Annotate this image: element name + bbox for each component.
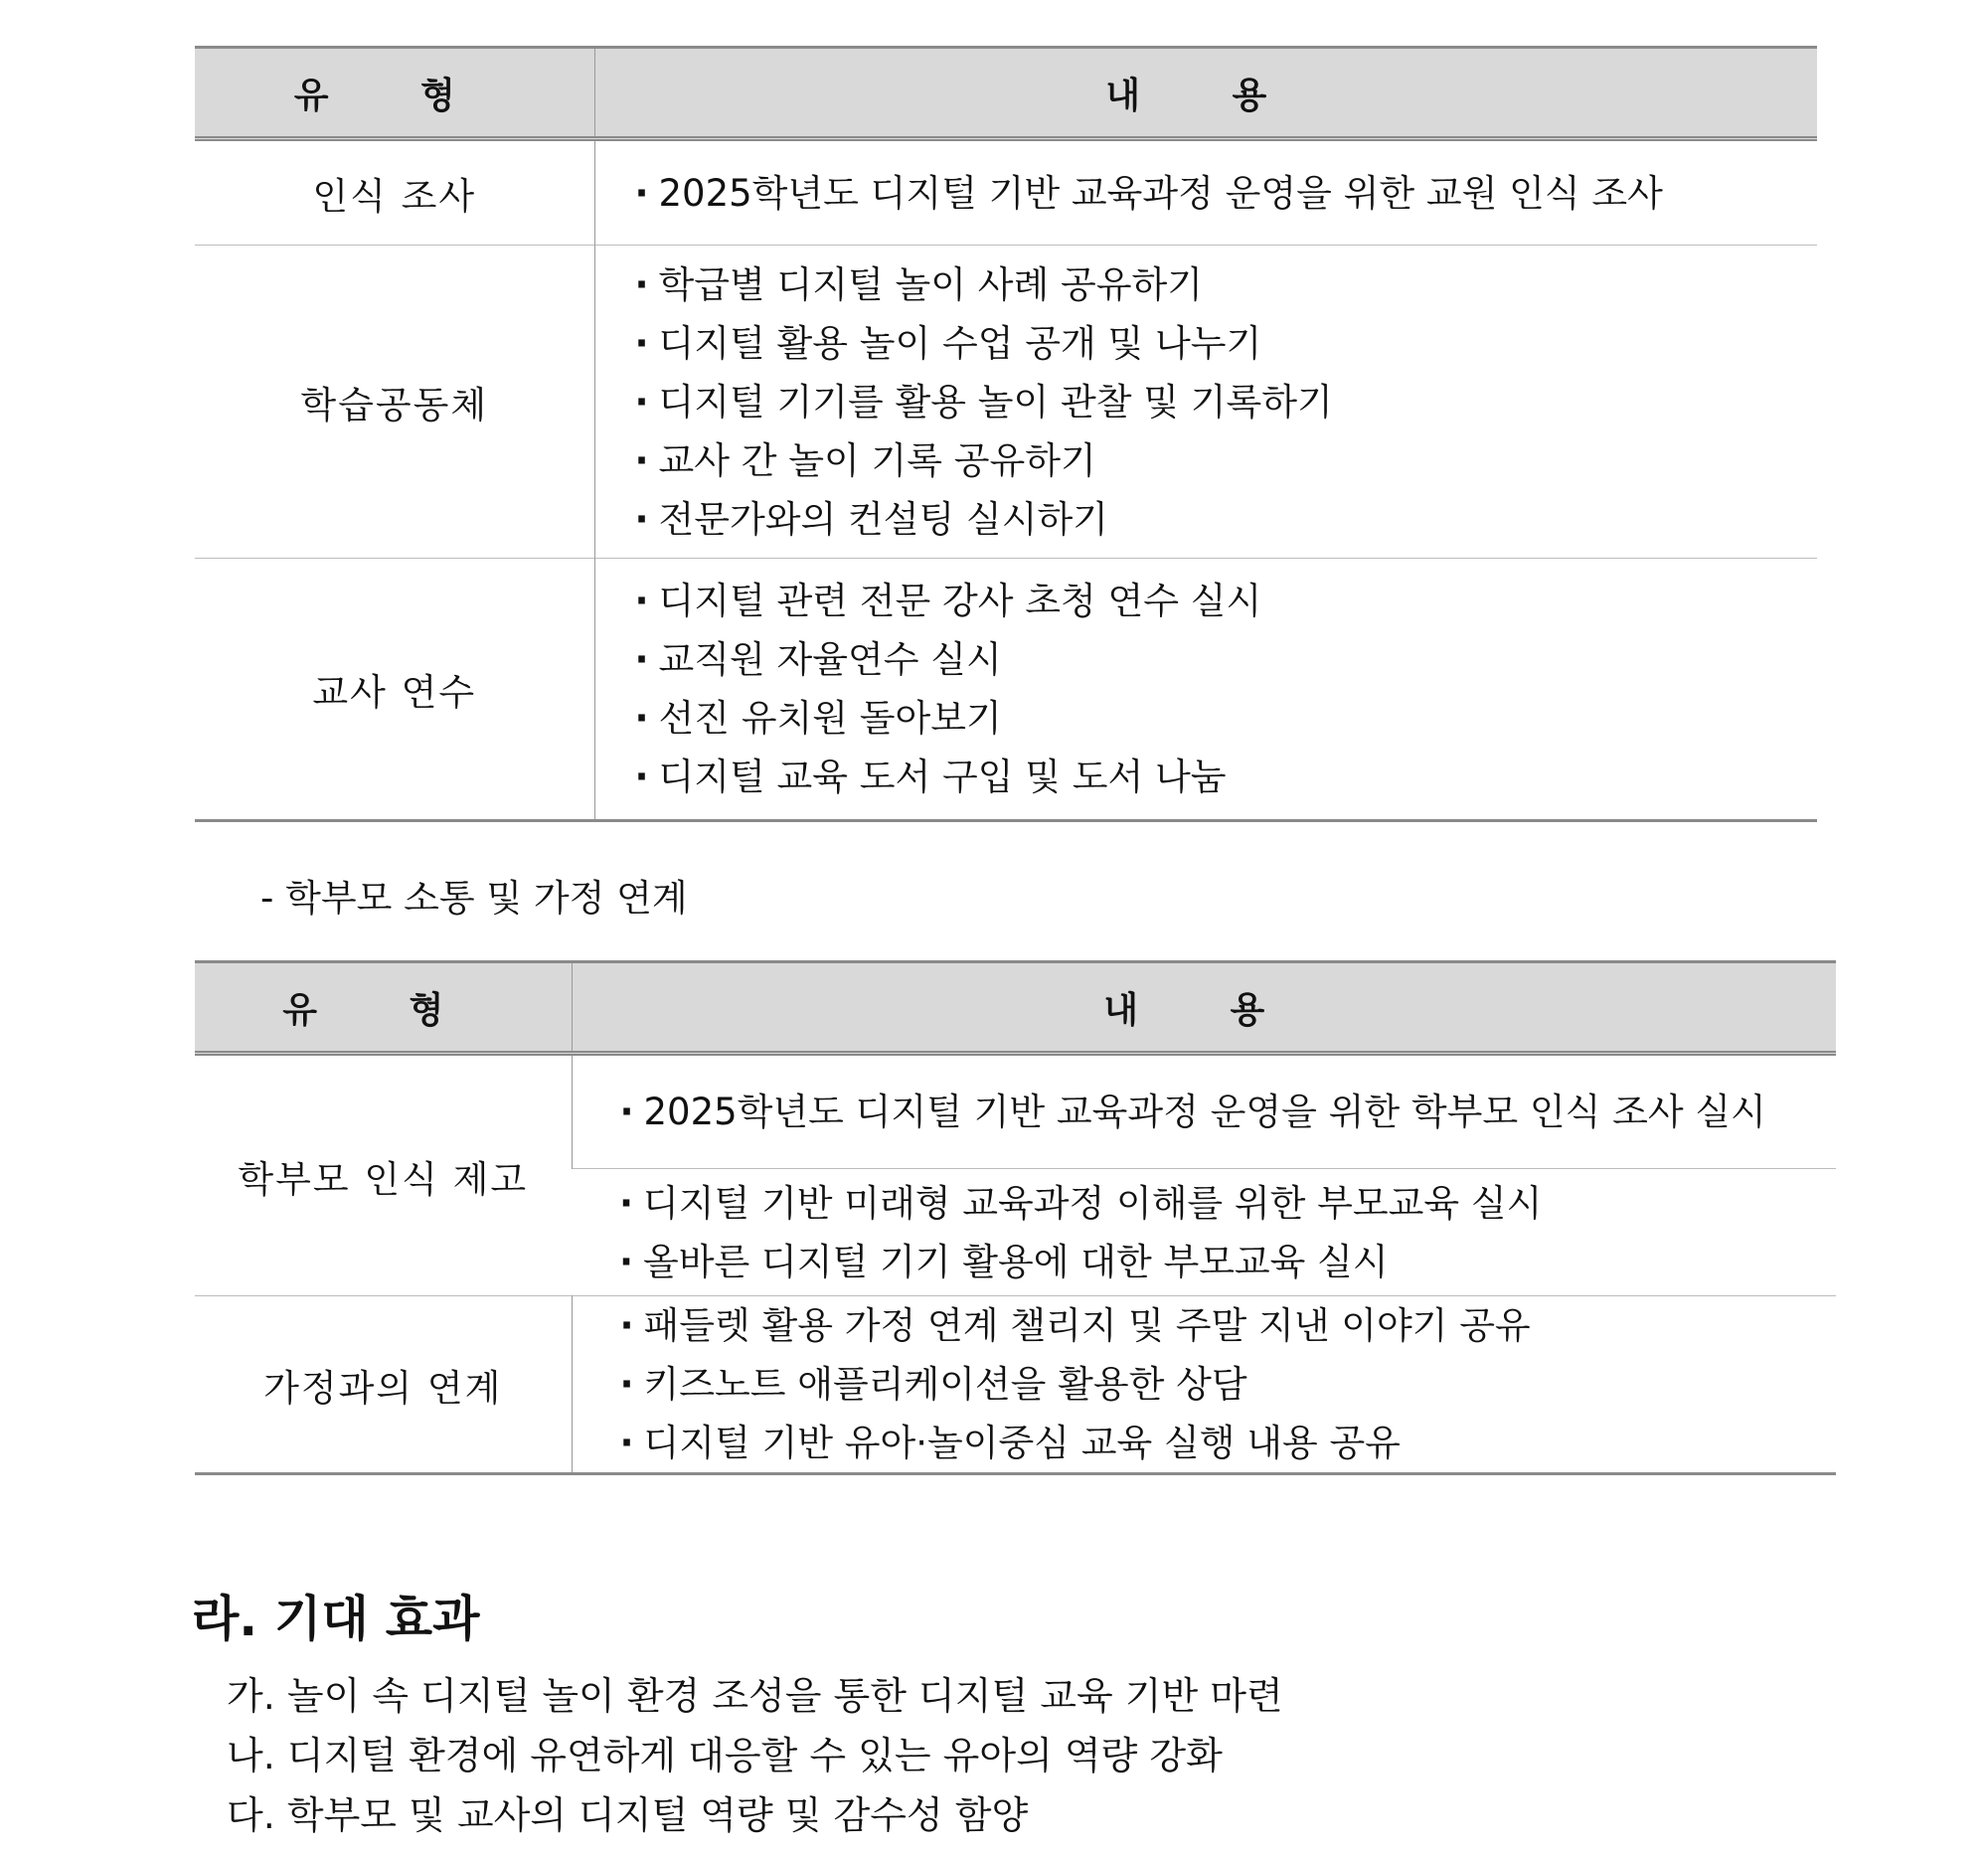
row-content — [572, 1169, 1836, 1296]
list-item: · 교직원 자율연수 실시 — [635, 630, 1818, 689]
list-item: · 전문가와의 컨설팅 실시하기 — [635, 490, 1818, 549]
row-type: 학습공동체 — [300, 384, 489, 426]
teacher-training-table — [195, 46, 1817, 822]
list-item: · 학급별 디지털 놀이 사례 공유하기 — [635, 255, 1818, 314]
list-item: · 2025학년도 디지털 기반 교육과정 운영을 위한 교원 인식 조사 — [635, 164, 1818, 223]
expected-effect-item: 가. 놀이 속 디지털 놀이 환경 조성을 통한 디지털 교육 기반 마련 — [227, 1674, 1283, 1718]
list-item: · 디지털 교육 도서 구입 및 도서 나눔 — [635, 748, 1818, 806]
table-row — [195, 1054, 1836, 1169]
list-item: · 디지털 기반 미래형 교육과정 이해를 위한 부모교육 실시 — [619, 1174, 1836, 1233]
list-item: · 키즈노트 애플리케이션을 활용한 상담 — [620, 1355, 1837, 1414]
row-content — [594, 559, 1817, 821]
row-content — [594, 139, 1817, 246]
list-item: · 패들렛 활용 가정 연계 챌리지 및 주말 지낸 이야기 공유 — [620, 1296, 1837, 1355]
row-content — [572, 1296, 1836, 1474]
table-row — [195, 246, 1817, 559]
row-type: 교사 연수 — [312, 671, 477, 714]
parent-communication-table — [195, 960, 1836, 1475]
table-header-row — [195, 48, 1817, 139]
header-type: 유 형 — [195, 962, 572, 1054]
table-row — [195, 1296, 1836, 1474]
row-type: 학부모 인식 제고 — [238, 1157, 529, 1201]
list-item: · 선진 유치원 돌아보기 — [635, 689, 1818, 748]
row-content — [594, 246, 1817, 559]
expected-effect-item: 나. 디지털 환경에 유연하게 대응할 수 있는 유아의 역량 강화 — [227, 1734, 1223, 1777]
expected-effect-item: 다. 학부모 및 교사의 디지털 역량 및 감수성 함양 — [227, 1793, 1029, 1837]
table-row — [195, 559, 1817, 821]
header-content: 내 용 — [594, 48, 1817, 139]
list-item: · 교사 간 놀이 기록 공유하기 — [635, 431, 1818, 490]
list-item: · 2025학년도 디지털 기반 교육과정 운영을 위한 학부모 인식 조사 실시 — [620, 1083, 1837, 1141]
list-item: · 디지털 관련 전문 강사 초청 연수 실시 — [635, 572, 1818, 630]
header-type: 유 형 — [195, 48, 594, 139]
row-type: 인식 조사 — [312, 175, 477, 218]
section-heading: 라. 기대 효과 — [192, 1591, 480, 1647]
list-item: · 디지털 기반 유아·놀이중심 교육 실행 내용 공유 — [620, 1414, 1837, 1472]
row-content — [572, 1054, 1836, 1169]
list-item: · 디지털 기기를 활용 놀이 관찰 및 기록하기 — [635, 373, 1818, 431]
sub-heading: - 학부모 소통 및 가정 연계 — [260, 877, 688, 920]
table-header-row — [195, 962, 1836, 1054]
row-type: 가정과의 연계 — [263, 1366, 503, 1410]
table-row — [195, 139, 1817, 246]
list-item: · 올바른 디지털 기기 활용에 대한 부모교육 실시 — [619, 1233, 1836, 1291]
list-item: · 디지털 활용 놀이 수업 공개 및 나누기 — [635, 314, 1818, 373]
header-content: 내 용 — [572, 962, 1836, 1054]
